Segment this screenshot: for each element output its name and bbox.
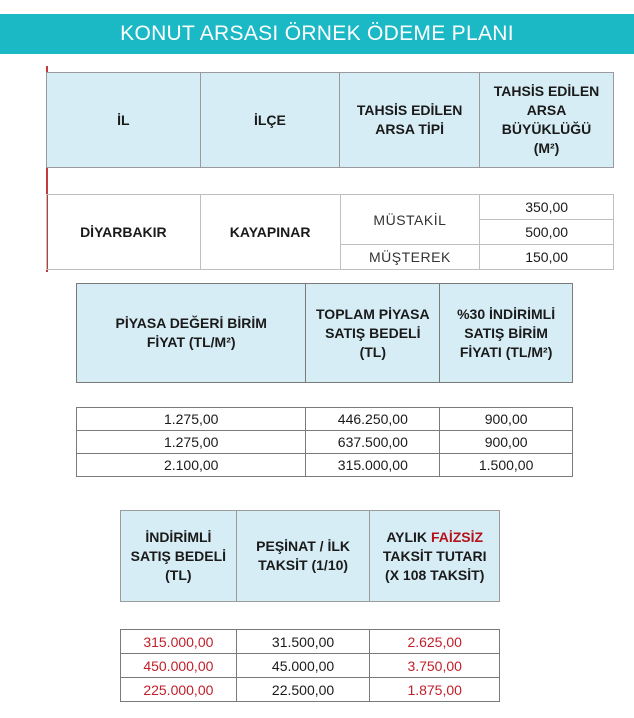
cell-value: 1.275,00 — [77, 408, 306, 431]
header-ilce: İLÇE — [200, 73, 340, 168]
arsa-body-table — [46, 194, 614, 270]
cell-value: 637.500,00 — [306, 431, 440, 454]
cell-il: DİYARBAKIR — [47, 195, 201, 270]
cell-value: 45.000,00 — [236, 654, 370, 678]
cell-tip-musterek: MÜŞTEREK — [340, 245, 480, 270]
header-indirimli-bedel: İNDİRİMLİ SATIŞ BEDELİ (TL) — [121, 511, 237, 602]
page-title: KONUT ARSASI ÖRNEK ÖDEME PLANI — [0, 14, 634, 54]
cell-value: 2.625,00 — [370, 630, 500, 654]
header-arsa-buyuklugu: TAHSİS EDİLEN ARSA BÜYÜKLÜĞÜ (M²) — [480, 73, 614, 168]
cell-value: 1.875,00 — [370, 678, 500, 702]
odeme-header-table — [120, 510, 500, 602]
table-row — [77, 431, 573, 454]
cell-value: 315.000,00 — [306, 454, 440, 477]
cell-value: 225.000,00 — [121, 678, 237, 702]
table-row — [77, 454, 573, 477]
table-row — [47, 195, 614, 220]
cell-value: 900,00 — [440, 431, 573, 454]
header-arsa-tipi: TAHSİS EDİLEN ARSA TİPİ — [340, 73, 480, 168]
fiyat-header-table — [76, 283, 573, 383]
table-row — [121, 654, 500, 678]
header-indirimli-fiyat: %30 İNDİRİMLİ SATIŞ BİRİM FİYATI (TL/M²) — [440, 284, 573, 383]
header-aylik-taksit — [370, 511, 500, 602]
header-birim-fiyat: PİYASA DEĞERİ BİRİM FİYAT (TL/M²) — [77, 284, 306, 383]
cell-size: 500,00 — [480, 220, 614, 245]
odeme-body-table — [120, 629, 500, 702]
cell-value: 3.750,00 — [370, 654, 500, 678]
header-aylik-label: AYLIK — [386, 528, 431, 545]
cell-value: 450.000,00 — [121, 654, 237, 678]
fiyat-body-table — [76, 407, 573, 477]
cell-ilce: KAYAPINAR — [200, 195, 340, 270]
header-toplam-bedel: TOPLAM PİYASA SATIŞ BEDELİ (TL) — [306, 284, 440, 383]
cell-size: 350,00 — [480, 195, 614, 220]
table-row — [121, 678, 500, 702]
table-row — [121, 630, 500, 654]
header-taksit-label: TAKSİT TUTARI (X 108 TAKSİT) — [382, 547, 487, 583]
cell-value: 2.100,00 — [77, 454, 306, 477]
table-row — [77, 408, 573, 431]
header-pesinat: PEŞİNAT / İLK TAKSİT (1/10) — [236, 511, 370, 602]
cell-value: 22.500,00 — [236, 678, 370, 702]
cell-value: 31.500,00 — [236, 630, 370, 654]
header-il: İL — [47, 73, 201, 168]
cell-value: 315.000,00 — [121, 630, 237, 654]
cell-size: 150,00 — [480, 245, 614, 270]
cell-value: 446.250,00 — [306, 408, 440, 431]
cell-value: 900,00 — [440, 408, 573, 431]
header-faizsiz-label: FAİZSİZ — [430, 528, 484, 545]
cell-value: 1.275,00 — [77, 431, 306, 454]
cell-value: 1.500,00 — [440, 454, 573, 477]
cell-tip-mustakil: MÜSTAKİL — [340, 195, 480, 245]
arsa-header-table — [46, 72, 614, 168]
